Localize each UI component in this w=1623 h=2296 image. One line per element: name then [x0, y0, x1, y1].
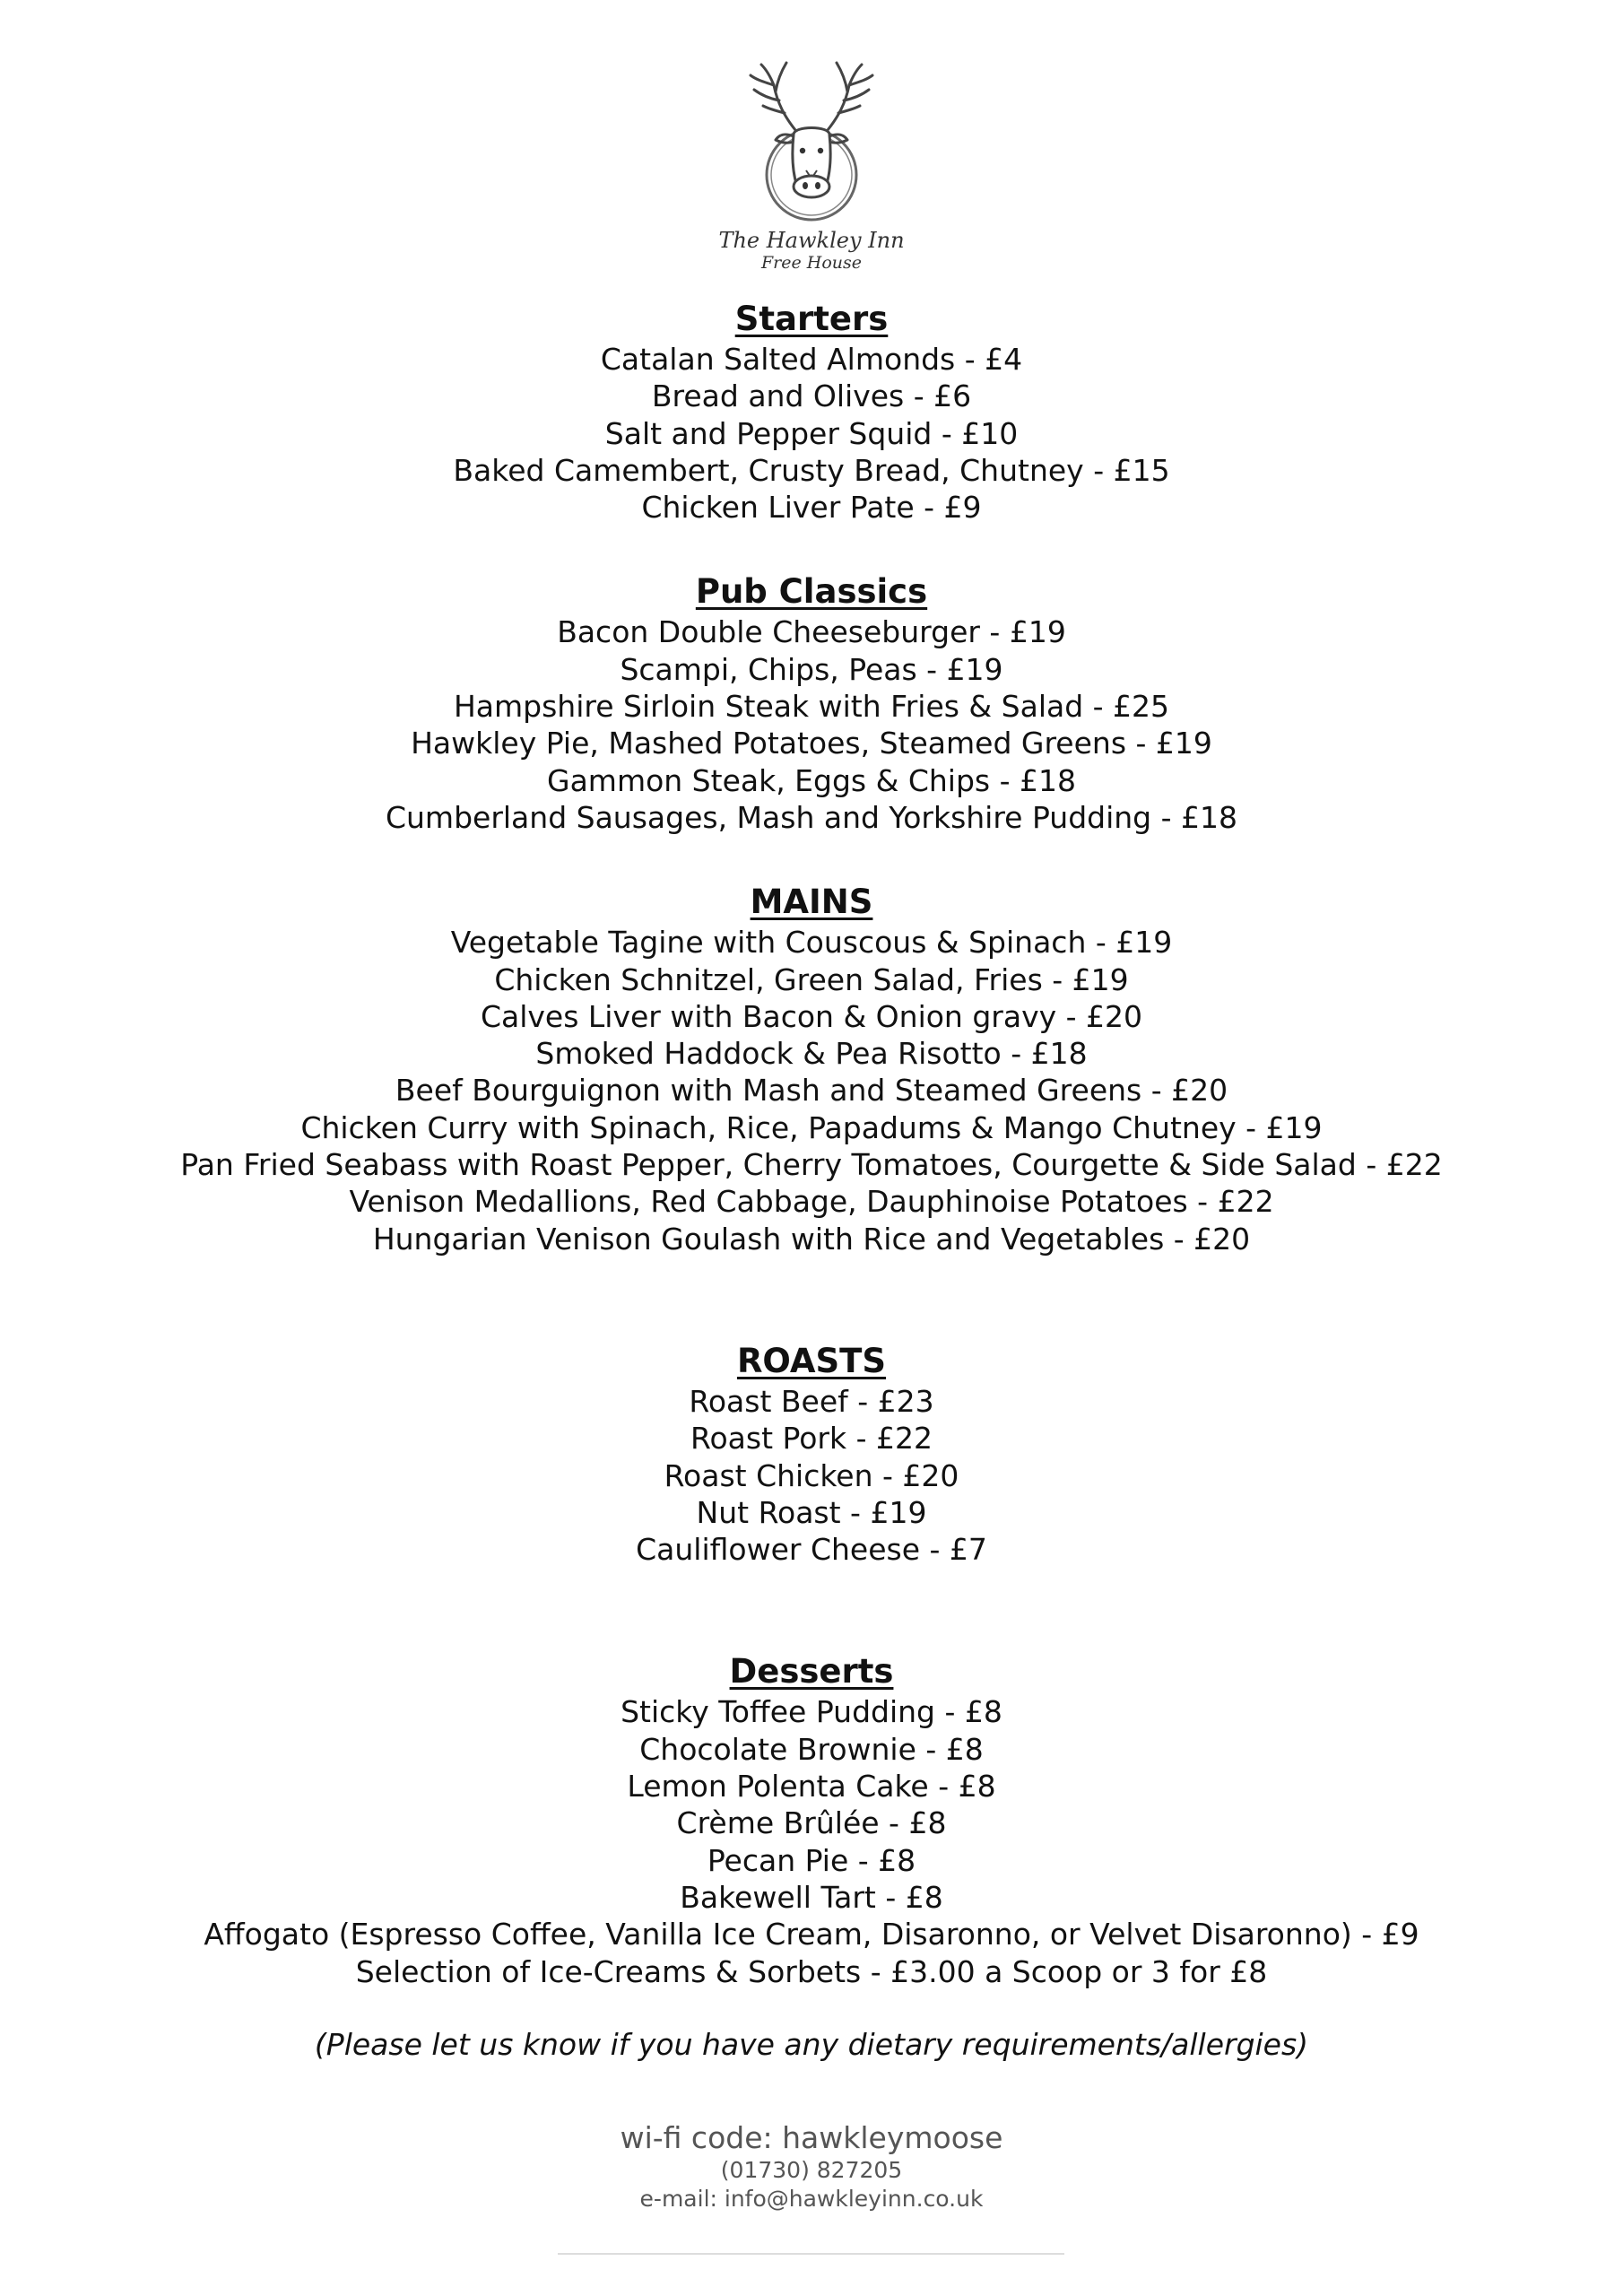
section-title: ROASTS — [736, 1341, 887, 1380]
menu-item: Hawkley Pie, Mashed Potatoes, Steamed Greens - £19 — [411, 726, 1212, 761]
footer-divider — [558, 2253, 1064, 2255]
logo-inn-name: The Hawkley Inn — [718, 228, 905, 253]
menu-item: Crème Brûlée - £8 — [676, 1805, 947, 1841]
menu-item: Bread and Olives - £6 — [651, 378, 972, 414]
section-title: Pub Classics — [695, 572, 928, 612]
dietary-note: (Please let us know if you have any dietary requirements/allergies) — [314, 2026, 1309, 2062]
menu-item: Baked Camembert, Crusty Bread, Chutney - £15 — [453, 452, 1170, 488]
menu-item: Catalan Salted Almonds - £4 — [600, 342, 1023, 377]
phone-number: (01730) 827205 — [720, 2157, 903, 2183]
section-roasts — [0, 1340, 1623, 1568]
section-pub-classics — [0, 570, 1623, 836]
menu-item: Sticky Toffee Pudding - £8 — [621, 1694, 1002, 1730]
menu-item: Affogato (Espresso Coffee, Vanilla Ice Cream, Disaronno, or Velvet Disaronno) - £9 — [204, 1917, 1419, 1952]
menu-item: Nut Roast - £19 — [696, 1494, 927, 1530]
menu-item: Chicken Curry with Spinach, Rice, Papadums & Mango Chutney - £19 — [300, 1109, 1323, 1145]
menu-item: Hungarian Venison Goulash with Rice and Vegetables - £20 — [372, 1221, 1251, 1257]
menu-item: Bacon Double Cheeseburger - £19 — [557, 614, 1066, 650]
contact-info — [0, 2120, 1623, 2213]
menu-item: Cauliflower Cheese - £7 — [636, 1532, 987, 1568]
menu-item: Beef Bourguignon with Mash and Steamed Greens - £20 — [395, 1073, 1228, 1109]
section-title: Starters — [734, 300, 889, 338]
section-title: Desserts — [729, 1652, 894, 1692]
menu-item: Chicken Liver Pate - £9 — [641, 490, 982, 526]
menu-item: Hampshire Sirloin Steak with Fries & Salad - £25 — [453, 689, 1170, 725]
menu-item: Calves Liver with Bacon & Onion gravy - £20 — [480, 998, 1143, 1034]
moose-head-icon — [731, 54, 892, 224]
menu-item: Smoked Haddock & Pea Risotto - £18 — [535, 1036, 1088, 1072]
menu-item: Pan Fried Seabass with Roast Pepper, Cherry Tomatoes, Courgette & Side Salad - £22 — [180, 1147, 1443, 1183]
menu-item: Scampi, Chips, Peas - £19 — [620, 651, 1003, 687]
menu-item: Selection of Ice-Creams & Sorbets - £3.00 a Scoop or 3 for £8 — [355, 1953, 1268, 1989]
email-address: e-mail: info@hawkleyinn.co.uk — [639, 2186, 984, 2212]
menu-item: Vegetable Tagine with Couscous & Spinach - £19 — [450, 925, 1173, 961]
logo-subtitle: Free House — [760, 253, 863, 273]
section-desserts — [0, 1650, 1623, 1989]
menu-item: Roast Chicken - £20 — [664, 1457, 959, 1493]
menu-item: Gammon Steak, Eggs & Chips - £18 — [547, 762, 1076, 798]
menu-item: Chocolate Brownie - £8 — [639, 1731, 984, 1767]
menu-item: Cumberland Sausages, Mash and Yorkshire Pudding - £18 — [385, 799, 1238, 835]
inn-logo — [708, 54, 915, 278]
menu-item: Venison Medallions, Red Cabbage, Dauphinoise Potatoes - £22 — [349, 1184, 1274, 1220]
menu-item: Pecan Pie - £8 — [707, 1842, 916, 1878]
wifi-code: wi-fi code: hawkleymoose — [620, 2120, 1003, 2155]
section-starters — [0, 298, 1623, 526]
menu-item: Chicken Schnitzel, Green Salad, Fries - £19 — [494, 961, 1129, 997]
section-title: MAINS — [750, 883, 873, 922]
menu-content — [0, 298, 1623, 2063]
menu-item: Salt and Pepper Squid - £10 — [604, 415, 1019, 451]
menu-item: Roast Beef - £23 — [689, 1383, 934, 1419]
section-mains — [0, 881, 1623, 1257]
menu-item: Roast Pork - £22 — [690, 1421, 933, 1457]
menu-item: Lemon Polenta Cake - £8 — [627, 1769, 996, 1805]
menu-item: Bakewell Tart - £8 — [680, 1879, 943, 1915]
